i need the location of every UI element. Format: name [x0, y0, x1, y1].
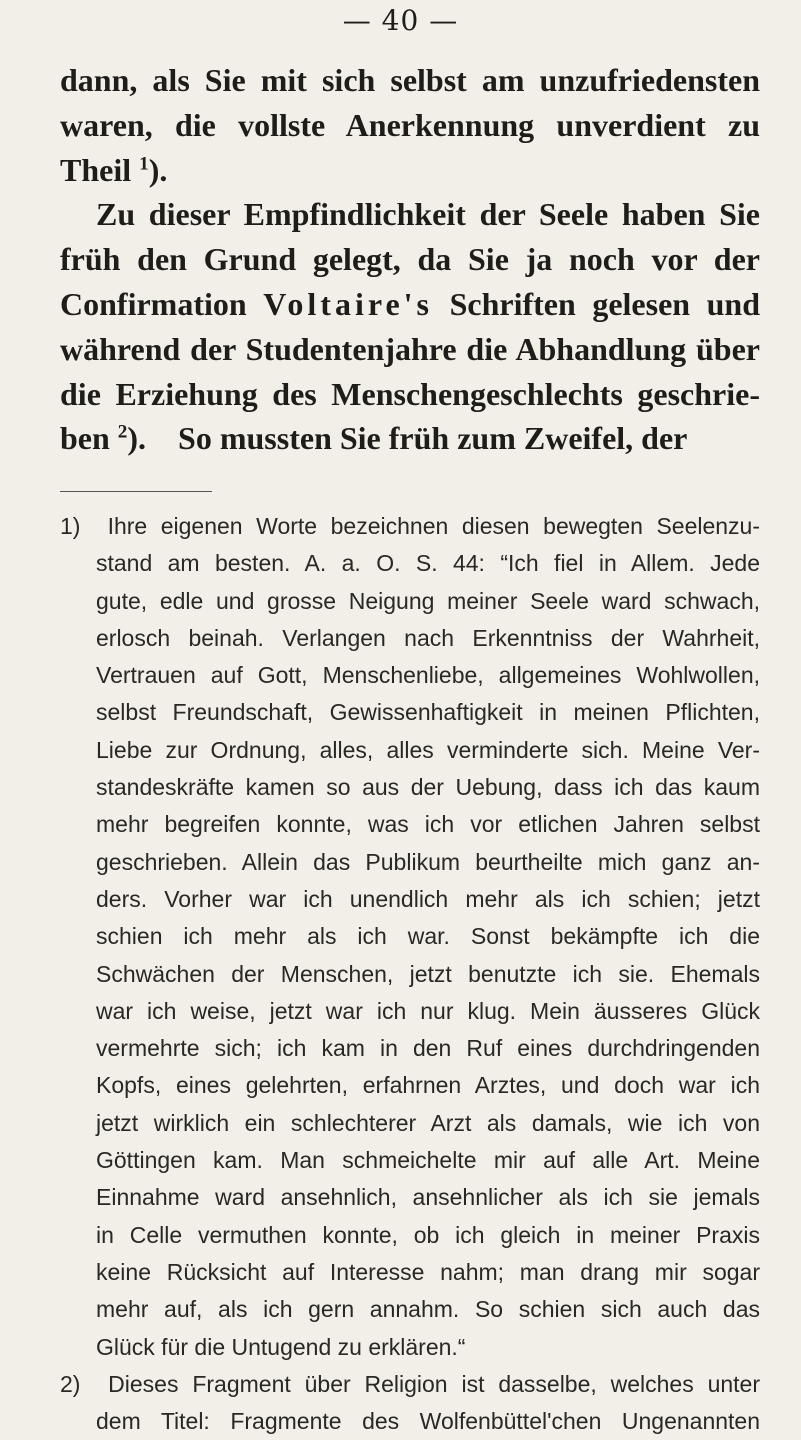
footnote-1-line: [60, 508, 760, 545]
footnote-1-line: Kopfs, eines gelehrten, erfahrnen Arztes, und doch war ich: [96, 1072, 760, 1099]
main-line-text: So mussten Sie früh zum Zweifel, der: [178, 420, 688, 457]
footnote-ref-2: 2: [117, 421, 128, 443]
main-line: [60, 416, 760, 461]
footnote-1-line: mehr auf, als ich gern annahm. So schien sich auch das: [96, 1296, 760, 1323]
main-line: früh den Grund gelegt, da Sie ja noch vor der: [60, 241, 760, 278]
footnotes: [60, 508, 760, 1440]
footnote-1-line: in Celle vermuthen konnte, ob ich gleich in meiner Praxis: [96, 1221, 760, 1248]
footnote-1-line: gute, edle und grosse Neigung meiner Seele ward schwach,: [96, 587, 760, 614]
footnote-1-marker: 1): [60, 513, 81, 539]
footnote-1-line: standeskräfte kamen so aus der Uebung, dass ich das kaum: [96, 774, 760, 801]
footnote-1-line: war ich weise, jetzt war ich nur klug. Mein äusseres Glück: [96, 997, 760, 1024]
footnote-1-line: Göttingen kam. Man schmeichelte mir auf alle Art. Meine: [96, 1147, 760, 1174]
page-number: — 40 —: [342, 4, 459, 37]
footnote-ref-1: 1: [139, 152, 149, 174]
footnote-1-line: keine Rücksicht auf Interesse nahm; man drang mir sogar: [96, 1258, 760, 1285]
footnote-text: Ihre eigenen Worte bezeichnen diesen bewegten Seelenzu-: [107, 513, 761, 539]
main-line: [60, 282, 760, 327]
footnote-1-line: ders. Vorher war ich unendlich mehr als ich schien; jetzt: [96, 885, 760, 912]
spaced-name-voltaire: Voltaire's: [263, 285, 433, 322]
footnote-text: Dieses Fragment über Religion ist dasselbe, welches unter: [108, 1370, 761, 1397]
main-line-text: ben: [60, 420, 110, 457]
footnote-1-line: mehr begreifen konnte, was ich vor etlichen Jahren selbst: [96, 811, 760, 838]
footnote-1-line: selbst Freundschaft, Gewissenhaftigkeit in meinen Pflichten,: [96, 699, 760, 726]
main-line-text: Theil: [60, 151, 132, 188]
footnote-2-line: [60, 1366, 760, 1403]
footnote-ref-close: ).: [148, 151, 168, 188]
footnote-1-line: schien ich mehr als ich war. Sonst bekämpfte ich die: [96, 923, 760, 950]
main-line-text: Confirmation: [60, 285, 247, 322]
footnote-2-line: dem Titel: Fragmente des Wolfenbüttel'chen Ungenannten: [96, 1408, 760, 1435]
footnote-separator: [60, 491, 212, 492]
footnote-1-line: geschrieben. Allein das Publikum beurtheilte mich ganz an-: [96, 848, 760, 875]
footnote-ref-close: ).: [127, 420, 147, 457]
main-line: Zu dieser Empfindlichkeit der Seele haben Sie: [96, 196, 760, 233]
main-line-text: Schriften gelesen und: [449, 285, 761, 322]
footnote-1-line: Schwächen der Menschen, jetzt benutzte ich sie. Ehemals: [96, 960, 760, 987]
main-line: während der Studentenjahre die Abhandlung über: [60, 330, 760, 367]
footnote-1-line: Glück für die Untugend zu erklären.“: [96, 1333, 466, 1360]
main-text: [60, 58, 760, 461]
footnote-1-line: Vertrauen auf Gott, Menschenliebe, allgemeines Wohlwollen,: [96, 662, 760, 689]
footnote-1-line: Einnahme ward ansehnlich, ansehnlicher als ich sie jemals: [96, 1184, 760, 1211]
footnote-1-line: stand am besten. A. a. O. S. 44: “Ich fiel in Allem. Jede: [96, 550, 760, 577]
main-line: [60, 148, 760, 193]
footnote-1-line: Liebe zur Ordnung, alles, alles verminderte sich. Meine Ver-: [96, 736, 760, 763]
main-line: dann, als Sie mit sich selbst am unzufriedensten: [60, 62, 760, 98]
footnote-1-line: jetzt wirklich ein schlechterer Arzt als damals, wie ich von: [96, 1109, 760, 1136]
footnote-1-line: vermehrte sich; ich kam in den Ruf eines durchdringenden: [96, 1035, 760, 1062]
footnote-1-line: erlosch beinah. Verlangen nach Erkenntniss der Wahrheit,: [96, 624, 760, 651]
main-line: waren, die vollste Anerkennung unverdient zu: [60, 106, 760, 143]
footnote-2-marker: 2): [60, 1370, 81, 1397]
main-line: die Erziehung des Menschengeschlechts geschrie-: [60, 375, 760, 412]
